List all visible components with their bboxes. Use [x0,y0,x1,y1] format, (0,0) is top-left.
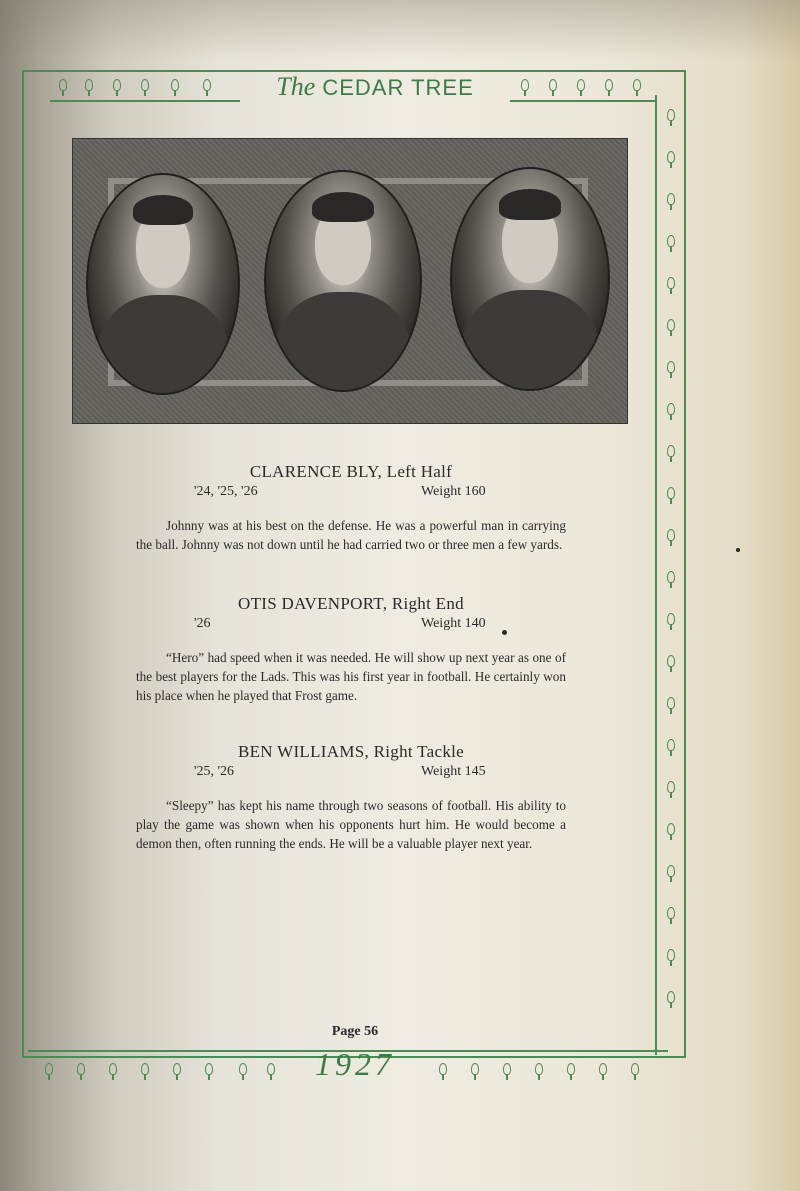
footer-year: 1927 [315,1046,395,1082]
cedar-tree-icon [576,78,586,96]
page-shadow [0,0,800,60]
header-rule-left [50,100,240,102]
portrait-photo [86,173,240,395]
cedar-tree-icon [266,1062,276,1080]
cedar-tree-icon [666,780,676,798]
cedar-tree-icon [84,78,94,96]
cedar-tree-icon [470,1062,480,1080]
player-years: '25, '26 [194,764,235,779]
portrait-photo [264,170,422,392]
player-meta [136,764,566,784]
cedar-tree-icon [604,78,614,96]
cedar-tree-icon [666,318,676,336]
header-title-prefix: The [276,72,316,101]
portrait-photo [450,167,610,391]
cedar-tree-icon [140,1062,150,1080]
cedar-tree-icon [666,234,676,252]
cedar-tree-icon [666,990,676,1008]
player-meta [136,484,566,504]
cedar-tree-icon [666,360,676,378]
header-title-main: CEDAR TREE [322,75,474,100]
player-bio: Johnny was at his best on the defense. He was a powerful man in carrying the ball. Johnny was not down until he had carried two or three men a few yards. [136,518,566,552]
player-name: CLARENCE BLY, Left Half [249,462,453,481]
page-header [50,70,650,106]
player-name: BEN WILLIAMS, Right Tackle [237,742,464,761]
cedar-tree-icon [666,528,676,546]
cedar-tree-icon [238,1062,248,1080]
player-years: '26 [194,616,211,631]
cedar-tree-icon [666,822,676,840]
header-title [245,72,505,102]
cedar-tree-icon [566,1062,576,1080]
player-weight: Weight 140 [421,616,486,631]
cedar-tree-icon [666,108,676,126]
header-rule-right [510,100,655,102]
player-weight: Weight 145 [421,764,486,779]
cedar-tree-icon [534,1062,544,1080]
cedar-tree-icon [502,1062,512,1080]
cedar-tree-icon [76,1062,86,1080]
cedar-tree-icon [666,738,676,756]
cedar-tree-icon [520,78,530,96]
cedar-tree-icon [170,78,180,96]
cedar-tree-icon [666,276,676,294]
player-entry [136,462,566,554]
cedar-tree-icon [666,948,676,966]
cedar-tree-icon [666,444,676,462]
cedar-tree-icon [666,150,676,168]
page-number: Page 56 [331,1024,379,1039]
cedar-tree-icon [666,570,676,588]
cedar-tree-icon [630,1062,640,1080]
player-entry [136,742,566,853]
ink-speck [736,548,740,552]
cedar-tree-icon [202,78,212,96]
cedar-tree-icon [44,1062,54,1080]
cedar-tree-icon [204,1062,214,1080]
player-bio: “Hero” had speed when it was needed. He will show up next year as one of the best players for the Lads. This was his first year in football. He certainly won his place when he played that Frost game. [136,650,566,703]
cedar-tree-icon [58,78,68,96]
cedar-tree-icon [666,696,676,714]
player-entry [136,594,566,705]
cedar-tree-icon [438,1062,448,1080]
cedar-tree-icon [632,78,642,96]
player-name: OTIS DAVENPORT, Right End [238,594,464,613]
cedar-tree-icon [666,402,676,420]
player-bio: “Sleepy” has kept his name through two seasons of football. His ability to play the game was shown when his opponents hurt him. He would become a demon then, often running the ends. He will be a valuable player next year. [136,798,566,851]
cedar-tree-icon [108,1062,118,1080]
cedar-tree-icon [598,1062,608,1080]
cedar-tree-icon [666,654,676,672]
ink-speck [502,630,507,635]
cedar-tree-icon [666,486,676,504]
player-years: '24, '25, '26 [194,484,258,499]
cedar-tree-icon [666,192,676,210]
cedar-tree-icon [140,78,150,96]
cedar-tree-icon [666,864,676,882]
cedar-tree-icon [666,906,676,924]
cedar-tree-icon [666,612,676,630]
cedar-tree-icon [172,1062,182,1080]
cedar-tree-icon [112,78,122,96]
player-weight: Weight 160 [421,484,486,499]
cedar-tree-icon [548,78,558,96]
